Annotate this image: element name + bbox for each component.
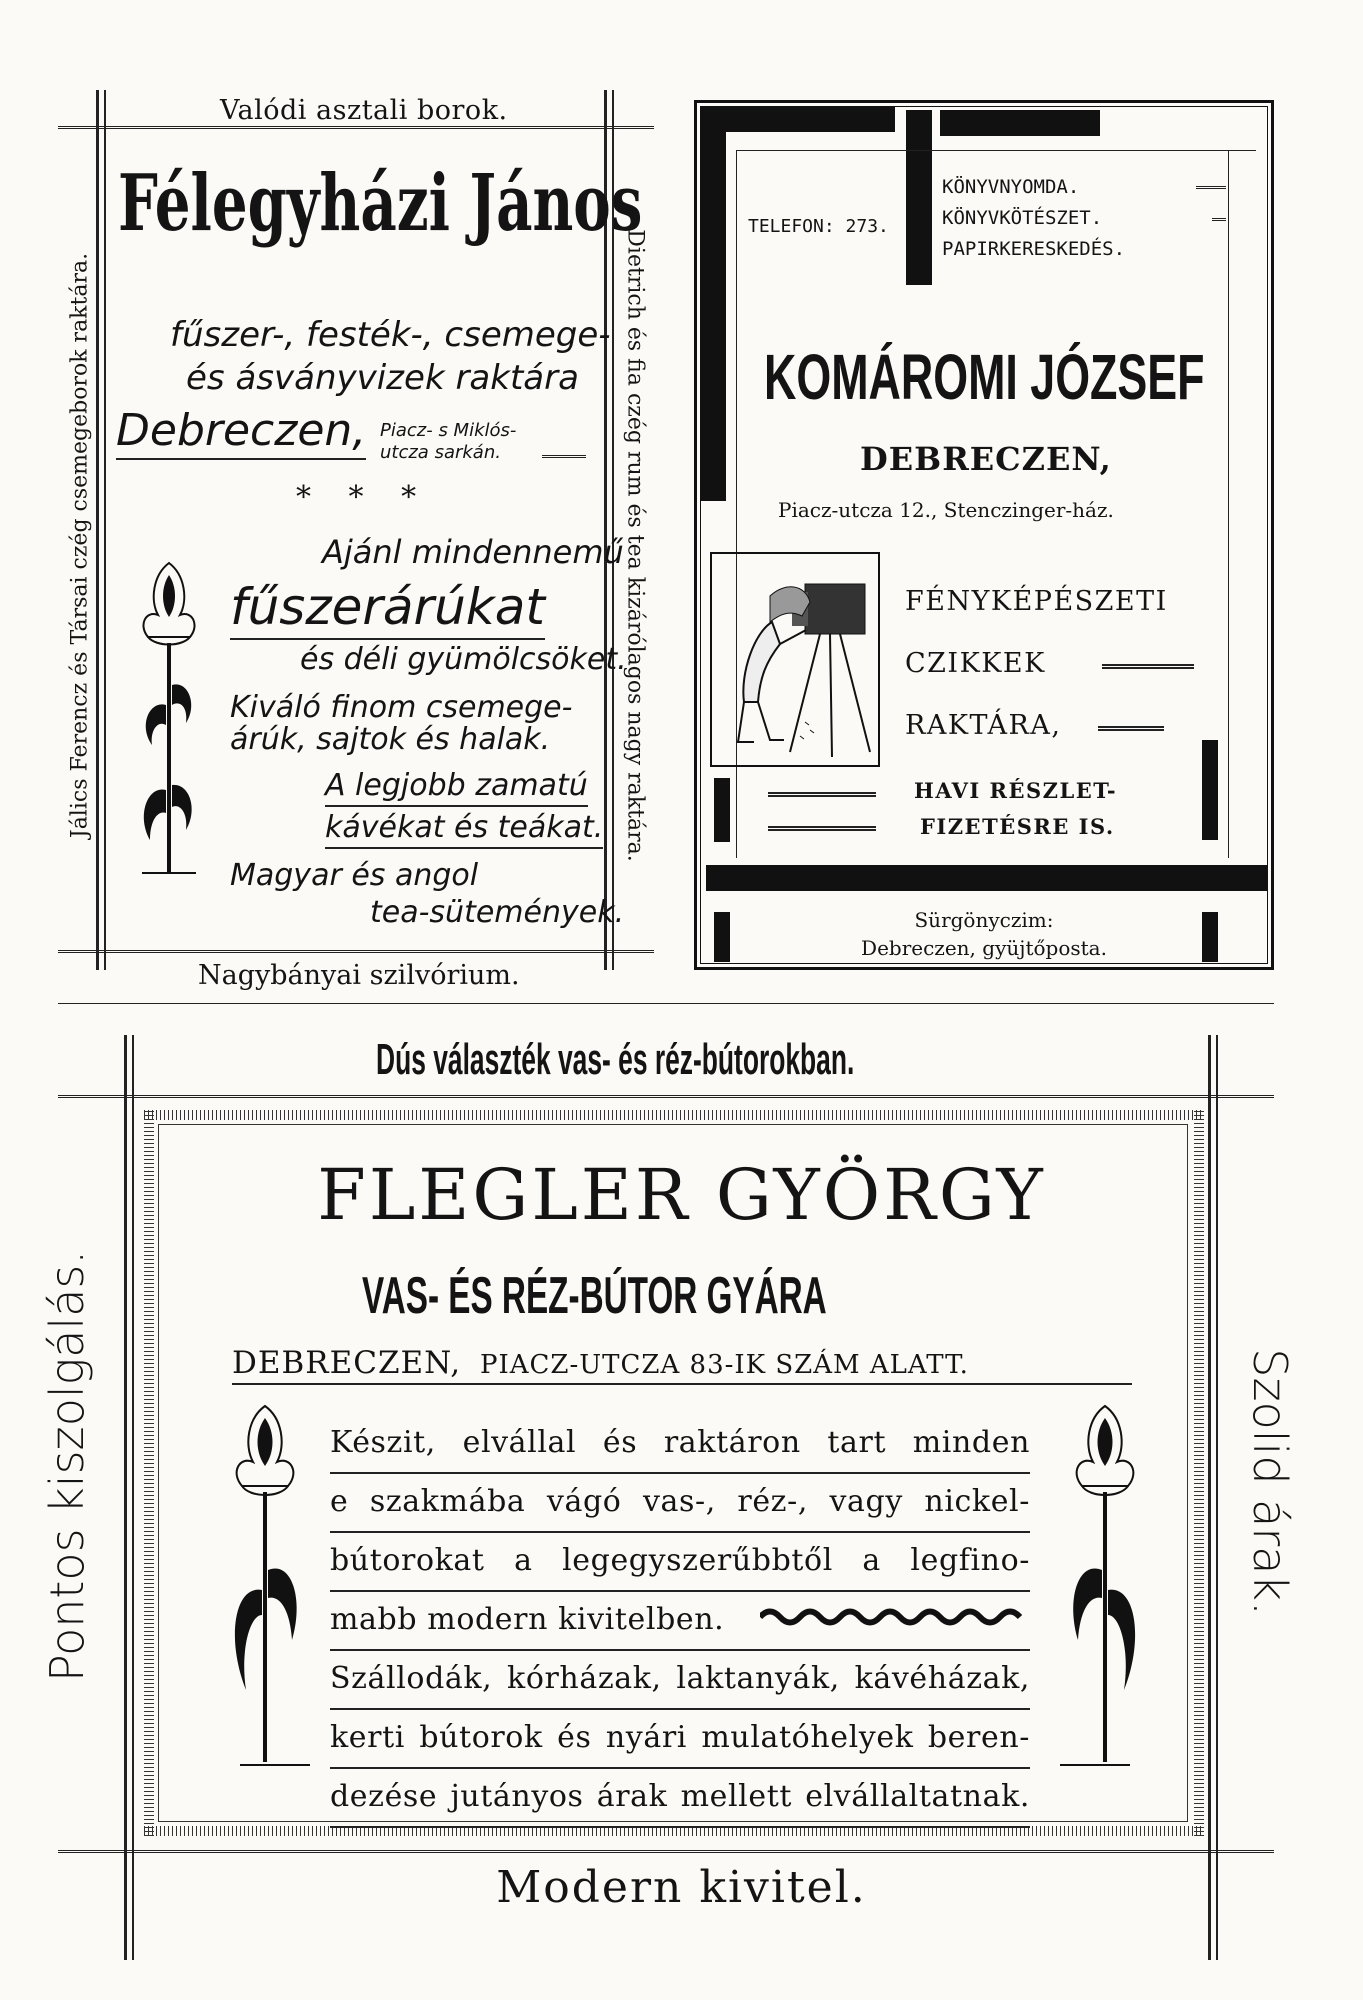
ad3-address: PIACZ-UTCZA 83-IK SZÁM ALATT. [479, 1350, 969, 1380]
wave-ornament-icon [760, 1606, 1030, 1628]
ad1-biscuit-1: Magyar és angol [230, 858, 479, 893]
ad3-body-line: bútorokat a legegyszerűbbtől a legfino- [330, 1533, 1030, 1592]
frame-line [96, 90, 99, 970]
ad3-body-line: e szakmába vágó vas-, réz-, vagy nickel- [330, 1474, 1030, 1533]
ad2-rule [1212, 218, 1226, 221]
ad1-company-name: Félegyházi János [118, 158, 643, 249]
ad3-subtitle-text: VAS- ÉS RÉZ-BÚTOR GYÁRA [362, 1267, 827, 1325]
ad3-body-line: Készit, elvállal és raktáron tart minden [330, 1415, 1030, 1474]
ad3-bottom-text: Modern kivitel. [496, 1862, 867, 1913]
ad2-rule [768, 826, 876, 831]
ad3-body-line-4 [330, 1592, 1030, 1651]
flower-ornament-right-icon [1060, 1400, 1150, 1780]
ad3-body-line: kerti bútorok és nyári mulatóhelyek beren- [330, 1710, 1030, 1769]
frame-line [58, 1095, 1274, 1098]
ad2-rule [1196, 186, 1226, 189]
ad2-telegram-1: Sürgönyczim: [914, 908, 1054, 932]
ad2-address: Piacz-utcza 12., Stenczinger-ház. [778, 498, 1114, 522]
frame-line [58, 1850, 1274, 1853]
ad2-installment-2: FIZETÉSRE IS. [920, 814, 1115, 839]
ad3-company-name: FLEGLER GYÖRGY [317, 1154, 1046, 1236]
ad2-services [942, 172, 1125, 265]
ad2-rule [1098, 726, 1164, 731]
ad1-address-2: utcza sarkán. [380, 442, 501, 463]
ad2-bar [940, 110, 1100, 136]
ad1-right-vertical-text: Dietrich és fia czég rum és tea kizárólagos nagy raktára. [622, 229, 648, 862]
ad1-address-rule [542, 455, 586, 458]
ad2-inner-line [736, 150, 1256, 151]
ad1-city: Debreczen, [116, 405, 366, 460]
ad2-rule [1102, 664, 1194, 669]
ad2-company-name-text: KOMÁROMI JÓZSEF [764, 341, 1205, 413]
ad3-body [330, 1415, 1030, 1828]
ad1-biscuit-2: tea-sütemények. [370, 895, 625, 930]
frame-line [104, 90, 106, 970]
ad1-address-1: Piacz- s Miklós- [380, 420, 517, 441]
ad2-city: DEBRECZEN, [860, 440, 1112, 478]
ad3-body-line: dezése jutányos árak mellett elvállaltatnak. [330, 1769, 1030, 1828]
ad3-right-vertical-text: Szolid árak. [1243, 1348, 1297, 1616]
ad3-body-line: mabb modern kivitelben. [330, 1602, 725, 1637]
ad1-fine-2: árúk, sajtok és halak. [230, 722, 551, 757]
ad1-fruits: és déli gyümölcsöket. [300, 642, 627, 677]
ad2-telegram-2: Debreczen, gyüjtőposta. [861, 936, 1107, 960]
photographer-icon [710, 552, 880, 767]
ad2-bar [714, 778, 730, 842]
ad2-installment-1: HAVI RÉSZLET- [914, 778, 1118, 803]
ad2-photo-3: RAKTÁRA, [905, 710, 1062, 741]
ad2-rule [768, 792, 876, 797]
ad1-line2: és ásványvizek raktára [186, 358, 579, 398]
ad1-line1: fűszer-, festék-, csemege- [170, 315, 611, 355]
ad3-body-line: Szállodák, kórházak, laktanyák, kávéházak, [330, 1651, 1030, 1710]
ad2-telefon: TELEFON: 273. [748, 216, 889, 237]
ad2-company-name [764, 341, 1363, 413]
ad3-tick-border [144, 1110, 1204, 1120]
ad2-bar [906, 110, 932, 285]
ad1-fine-1: Kiváló finom csemege- [230, 690, 573, 725]
ad1-top-text: Valódi asztali borok. [220, 95, 508, 126]
ad1-left-vertical-text: Jálics Ferencz és Társai czég csemegeborok raktára. [67, 252, 93, 839]
ad3-city: DEBRECZEN, [232, 1345, 462, 1381]
ad2-service: KÖNYVNYOMDA. [942, 176, 1080, 198]
flower-ornament-icon [128, 555, 210, 885]
ad1-bottom-text: Nagybányai szilvórium. [198, 960, 520, 991]
ad2-bar [1202, 740, 1218, 840]
ad3-left-vertical-text: Pontos kiszolgálás. [40, 1250, 94, 1682]
ad1-spices: fűszerárúkat [230, 578, 545, 640]
ad2-photo-1: FÉNYKÉPÉSZETI [905, 586, 1168, 617]
ad2-service: PAPIRKERESKEDÉS. [942, 238, 1126, 260]
flower-ornament-left-icon [220, 1400, 310, 1780]
ad2-bar [700, 106, 895, 132]
ad1-offers: Ajánl mindennemű [322, 533, 624, 571]
ad2-service: KÖNYVKÖTÉSZET. [942, 207, 1103, 229]
ad1-coffee-1: A legjobb zamatú [325, 768, 588, 807]
ad3-top-text-label: Dús választék vas- és réz-bútorokban. [376, 1035, 855, 1084]
ad3-subtitle [362, 1267, 1088, 1325]
ad3-top-text [376, 1035, 1173, 1084]
ad1-coffee-2: kávékat és teákat. [325, 810, 603, 849]
ad3-address-line [232, 1345, 1132, 1385]
ad2-photo-2: CZIKKEK [905, 648, 1046, 679]
ad1-stars: * * * [296, 480, 431, 515]
ad2-inner-line [1228, 150, 1229, 858]
frame-line [58, 126, 654, 129]
section-divider [58, 1003, 1274, 1004]
ad2-bar [700, 106, 726, 501]
ad2-bar [706, 865, 1268, 891]
